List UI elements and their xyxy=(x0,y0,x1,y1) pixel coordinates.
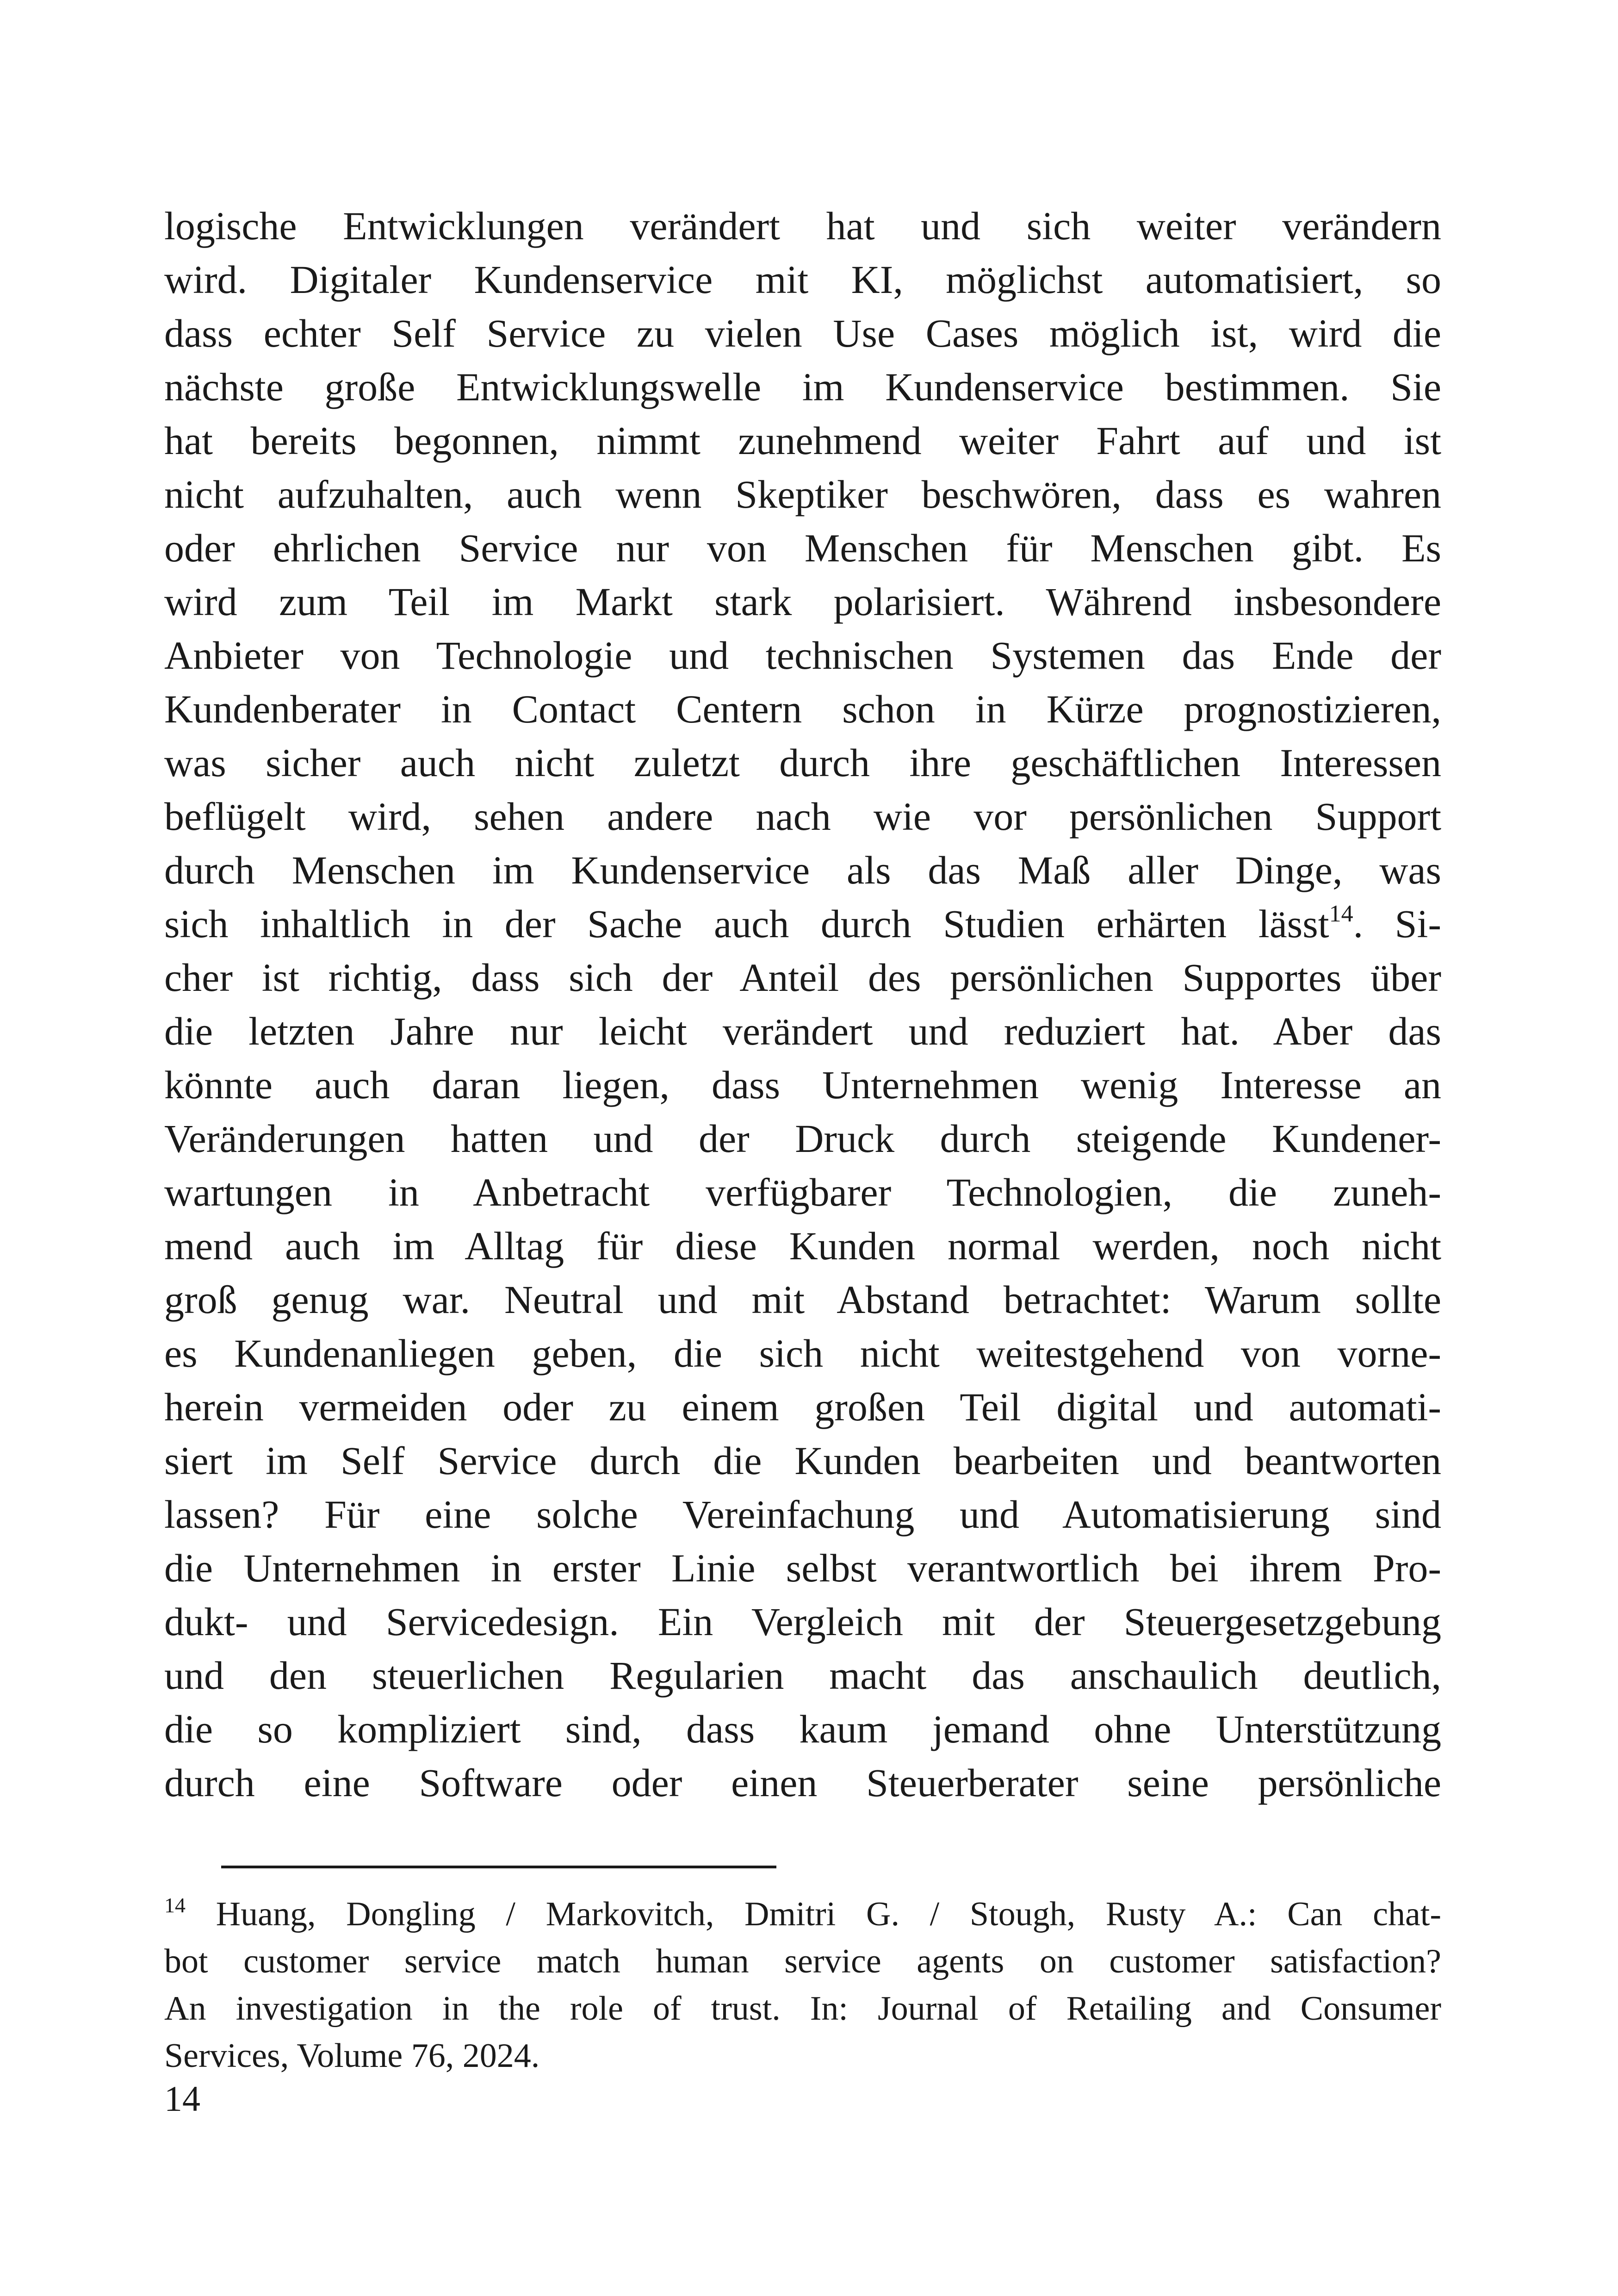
body-line: lassen? Für eine solche Vereinfachung und Automatisierung sind xyxy=(164,1492,1441,1537)
body-line: könnte auch daran liegen, dass Unternehmen wenig Interesse an xyxy=(164,1063,1441,1107)
body-line: es Kundenanliegen geben, die sich nicht weitestgehend von vorne- xyxy=(164,1331,1441,1375)
body-line: siert im Self Service durch die Kunden bearbeiten und beantworten xyxy=(164,1438,1441,1483)
footnote-line xyxy=(164,1891,1441,1938)
body-line-with-footnote-ref xyxy=(164,897,1441,951)
page-number: 14 xyxy=(164,2078,200,2119)
body-line: oder ehrlichen Service nur von Menschen für Menschen gibt. Es xyxy=(164,526,1441,570)
footnote-line: bot customer service match human service agents on customer satisfaction? xyxy=(164,1942,1441,1980)
body-line: beflügelt wird, sehen andere nach wie vor persönlichen Support xyxy=(164,794,1441,839)
footnote-line: Services, Volume 76, 2024. xyxy=(164,2037,540,2075)
body-line: nicht aufzuhalten, auch wenn Skeptiker beschwören, dass es wahren xyxy=(164,472,1441,516)
body-text-segment: sich inhaltlich in der Sache auch durch Studien erhärten lässt xyxy=(164,902,1329,946)
body-line: die Unternehmen in erster Linie selbst verantwortlich bei ihrem Pro- xyxy=(164,1546,1441,1590)
body-line: hat bereits begonnen, nimmt zunehmend weiter Fahrt auf und ist xyxy=(164,418,1441,463)
body-line: die letzten Jahre nur leicht verändert und reduziert hat. Aber das xyxy=(164,1009,1441,1053)
footnote xyxy=(164,1891,1441,2079)
footnote-reference-marker[interactable]: 14 xyxy=(1329,901,1353,927)
body-line: dukt- und Servicedesign. Ein Vergleich mit der Steuergesetzgebung xyxy=(164,1599,1441,1644)
body-line: mend auch im Alltag für diese Kunden normal werden, noch nicht xyxy=(164,1224,1441,1268)
body-line: durch eine Software oder einen Steuerberater seine persönliche xyxy=(164,1761,1441,1805)
body-line: groß genug war. Neutral und mit Abstand betrachtet: Warum sollte xyxy=(164,1277,1441,1322)
body-paragraph xyxy=(164,199,1441,1810)
body-line: wird zum Teil im Markt stark polarisiert. Während insbesondere xyxy=(164,579,1441,624)
footnote-line: An investigation in the role of trust. In: Journal of Retailing and Consumer xyxy=(164,1990,1441,2028)
footnote-marker: 14 xyxy=(164,1893,186,1917)
footnote-text-segment: Huang, Dongling / Markovitch, Dmitri G. / Stough, Rusty A.: Can chat- xyxy=(186,1895,1441,1933)
body-line: nächste große Entwicklungswelle im Kundenservice bestimmen. Sie xyxy=(164,365,1441,409)
body-line: und den steuerlichen Regularien macht das anschaulich deutlich, xyxy=(164,1653,1441,1698)
body-line: herein vermeiden oder zu einem großen Teil digital und automati- xyxy=(164,1385,1441,1429)
body-line: Kundenberater in Contact Centern schon in Kürze prognostizieren, xyxy=(164,687,1441,731)
body-line: logische Entwicklungen verändert hat und sich weiter verändern xyxy=(164,204,1441,248)
body-line: Veränderungen hatten und der Druck durch steigende Kundener- xyxy=(164,1116,1441,1161)
body-line: durch Menschen im Kundenservice als das Maß aller Dinge, was xyxy=(164,848,1441,892)
body-line: dass echter Self Service zu vielen Use Cases möglich ist, wird die xyxy=(164,311,1441,355)
body-line: cher ist richtig, dass sich der Anteil des persönlichen Supportes über xyxy=(164,955,1441,1000)
body-line: wird. Digitaler Kundenservice mit KI, möglichst automatisiert, so xyxy=(164,257,1441,302)
body-text-segment: . Si- xyxy=(1353,902,1441,946)
body-line: Anbieter von Technologie und technischen Systemen das Ende der xyxy=(164,633,1441,678)
body-line: die so kompliziert sind, dass kaum jemand ohne Unterstützung xyxy=(164,1707,1441,1751)
body-line: was sicher auch nicht zuletzt durch ihre geschäftlichen Interessen xyxy=(164,740,1441,785)
body-line: wartungen in Anbetracht verfügbarer Technologien, die zuneh- xyxy=(164,1170,1441,1214)
footnote-separator xyxy=(221,1866,776,1868)
